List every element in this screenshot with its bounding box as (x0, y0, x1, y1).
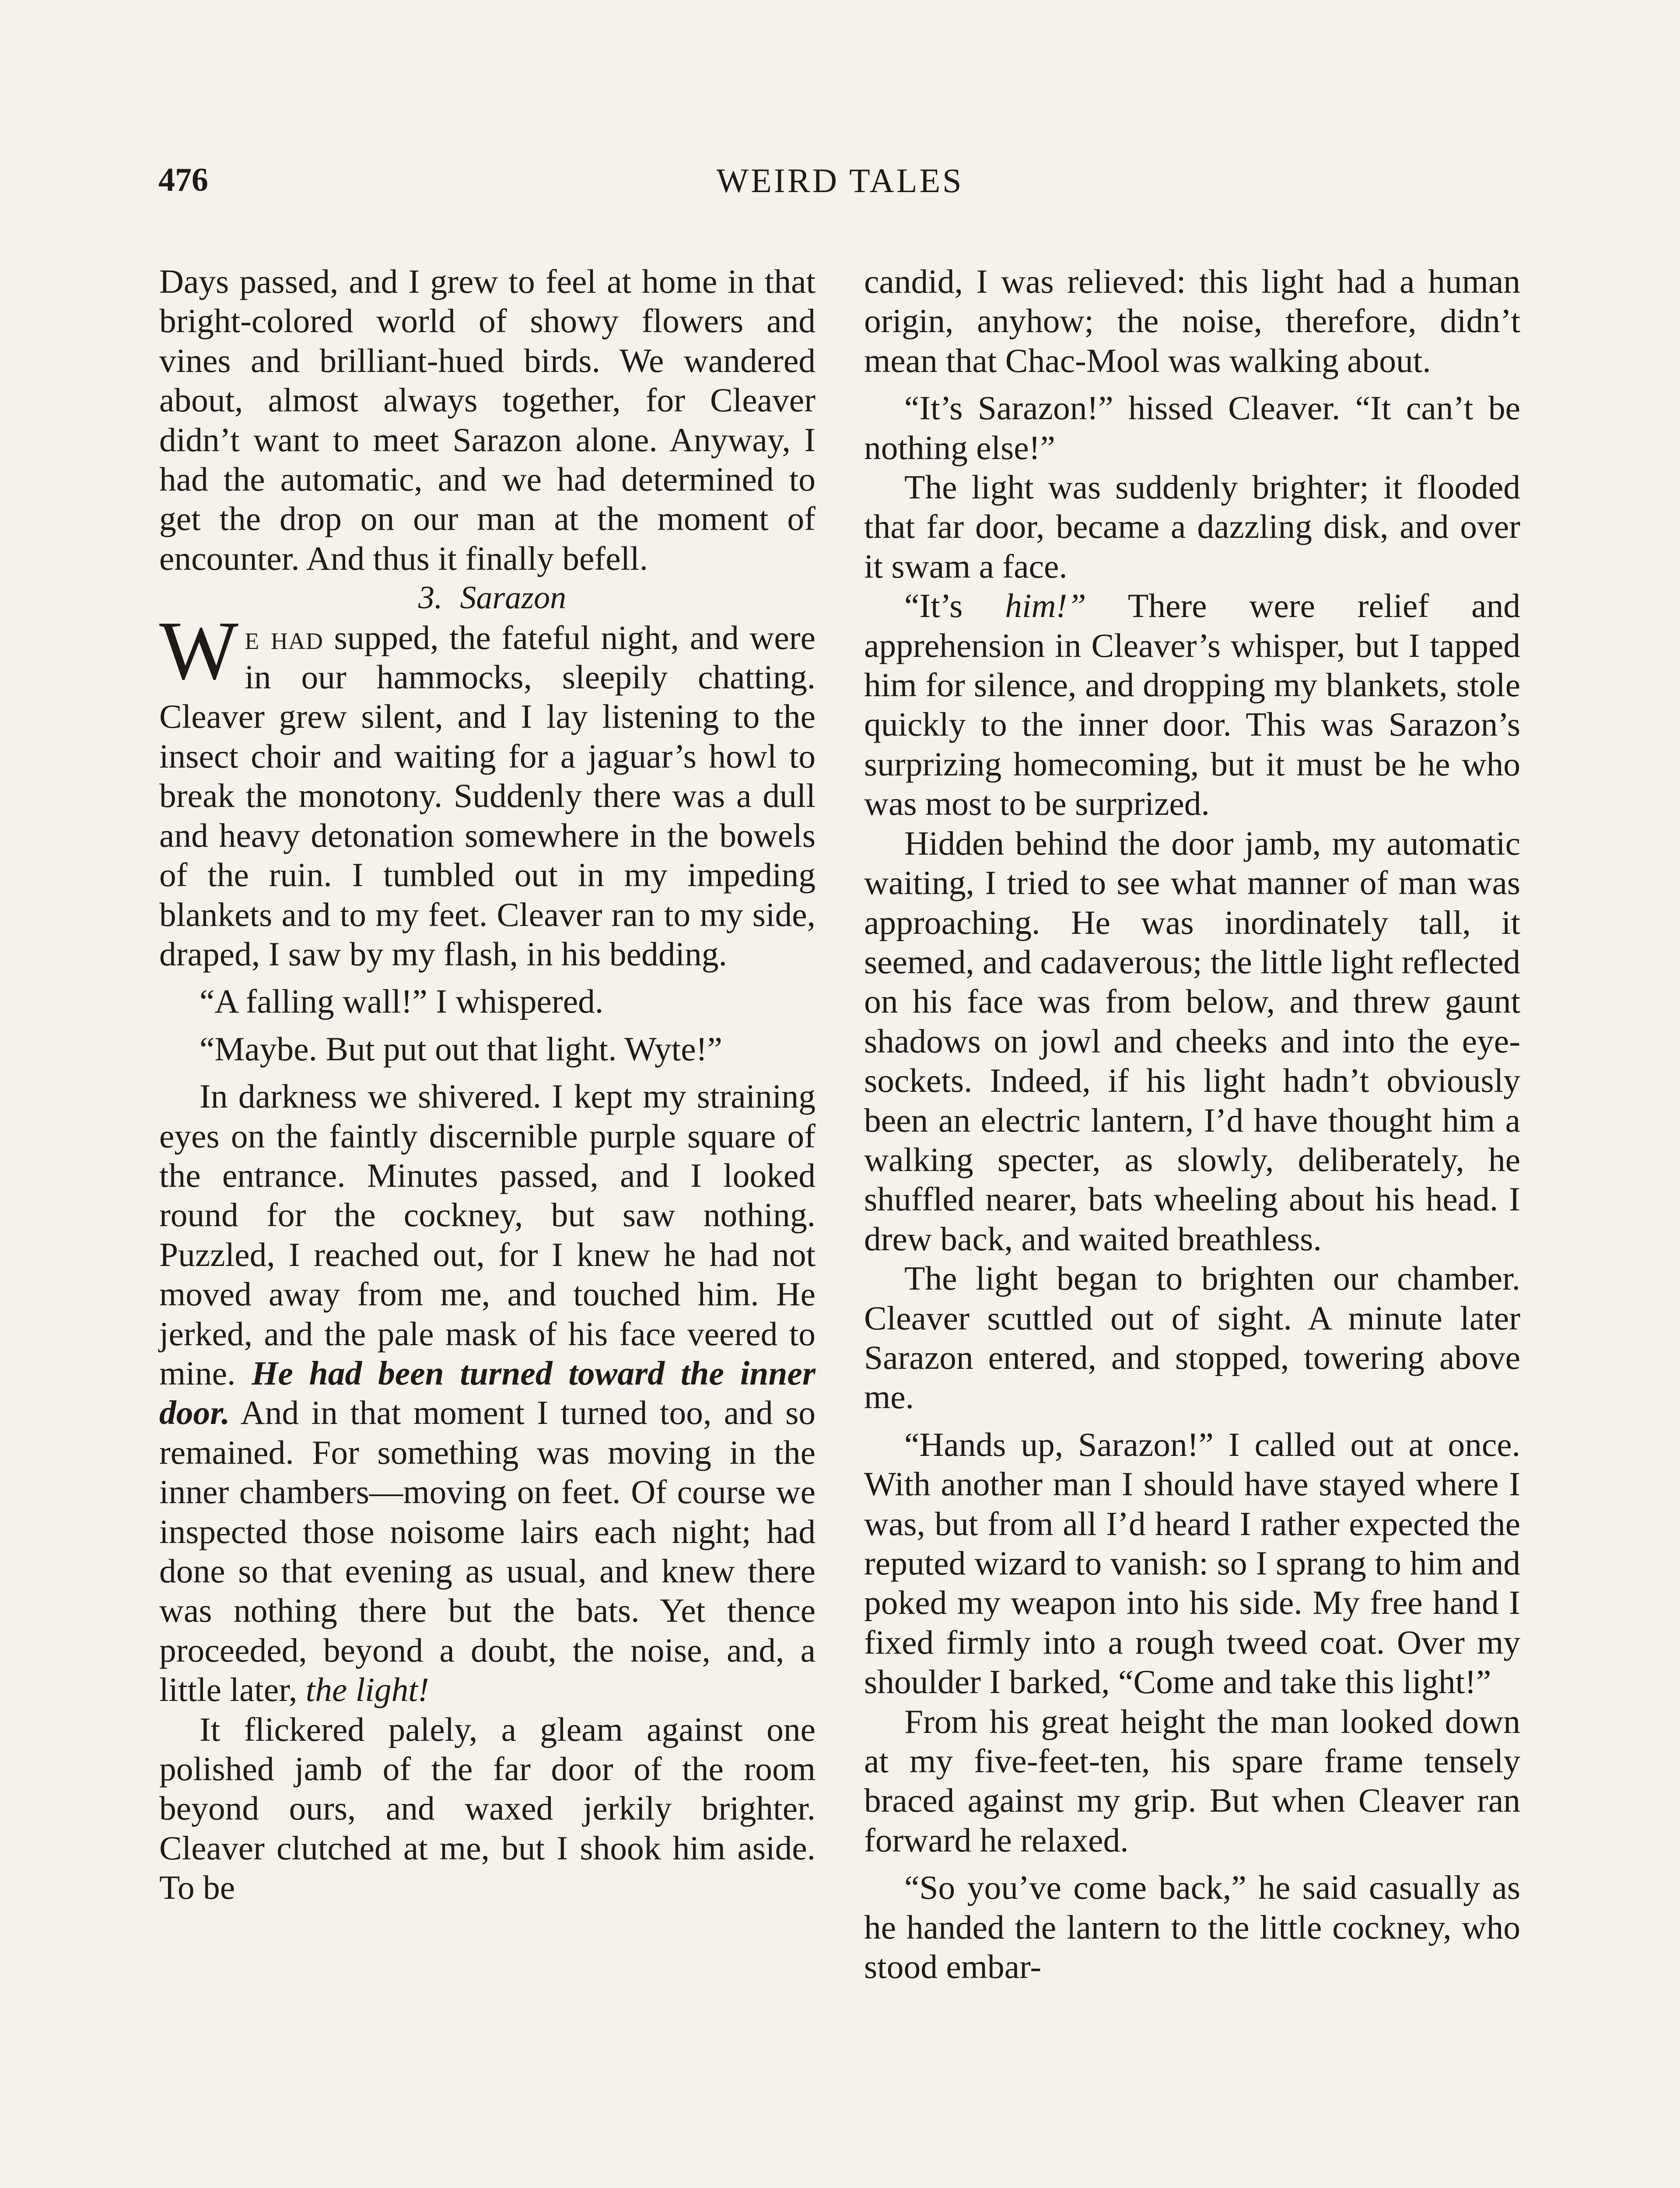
emphasis-text: He had been turned toward the inner door. (159, 1354, 816, 1432)
paragraph-text: “It’s (904, 587, 1005, 625)
paragraph-text: And in that moment I turned too, and so remained. For something was moving in the inner chambers—moving on feet. Of course we inspected those noisome lairs each night; had done so that evening as usual, and knew there was nothing there but the bats. Yet thence proceeded, beyond a doubt, the noise, and, a little later, (159, 1394, 816, 1709)
paragraph: “It’s Sarazon!” hissed Cleaver. “It can’t be nothing else!” (864, 389, 1520, 466)
section-number: 3. (418, 580, 443, 616)
paragraph: Days passed, and I grew to feel at home in that bright-colored world of showy flowers and vines and brilliant-hued birds. We wandered about, almost always together, for Cleaver didn’t want to meet Sarazon alone. Anyway, I had the automatic, and we had determined to get the drop on our man at the moment of encounter. And thus it finally befell. (159, 263, 816, 577)
running-head: WEIRD TALES (716, 161, 964, 200)
paragraph: Hidden behind the door jamb, my automatic waiting, I tried to see what manner of man was approaching. He was inordinately tall, it seemed, and cadaverous; the little light reflected on his face was from below, and threw gaunt shadows on jowl and cheeks and into the eye-sockets. Indeed, if his light hadn’t obviously been an electric lantern, I’d have thought him a walking specter, as slowly, deliberately, he shuffled nearer, bats wheeling about his head. I drew back, and waited breathless. (864, 824, 1520, 1258)
paragraph: “So you’ve come back,” he said casually as he handed the lantern to the little cockney, who stood embar- (864, 1869, 1520, 1986)
page-number: 476 (158, 161, 208, 198)
lead-in-smallcaps: e had (245, 618, 323, 656)
paragraph: “A falling wall!” I whispered. (200, 982, 604, 1020)
paragraph: candid, I was relieved: this light had a human origin, anyhow; the noise, therefore, didn’t mean that Chac-Mool was walking about. (864, 263, 1520, 379)
paragraph (864, 586, 1520, 823)
section-title: Sarazon (460, 580, 567, 616)
paragraph: “Hands up, Sarazon!” I called out at once. With another man I should have stayed where I was, but from all I’d heard I rather expected the reputed wizard to vanish: so I sprang to him and poked my weapon into his side. My free hand I fixed firmly into a rough tweed coat. Over my shoulder I barked, “Come and take this light!” (864, 1425, 1520, 1701)
paragraph: It flickered palely, a gleam against one polished jamb of the far door of the room beyond ours, and waxed jerkily brighter. Cleaver clutched at me, but I shook him aside. To be (159, 1710, 816, 1907)
opening-paragraph (159, 603, 816, 974)
paragraph-text: In darkness we shivered. I kept my straining eyes on the faintly discernible purple square of the entrance. Minutes passed, and I looked round for the cockney, but saw nothing. Puzzled, I reached out, for I knew he had not moved away from me, and touched him. He jerked, and the pale mask of his face veered to mine. (159, 1077, 816, 1392)
paragraph: “Maybe. But put out that light. Wyte!” (200, 1030, 722, 1068)
paragraph: The light was suddenly brighter; it flooded that far door, became a dazzling disk, and over it swam a face. (864, 468, 1520, 585)
paragraph-text: There were relief and apprehension in Cleaver’s whisper, but I tapped him for silence, and dropping my blankets, stole quickly to the inner door. This was Sarazon’s surprizing homecoming, but it must be he who was most to be surprized. (864, 587, 1520, 823)
right-column (864, 262, 1520, 1986)
paragraph (159, 1076, 816, 1710)
italic-text: him!” (1005, 587, 1086, 625)
paragraph: From his great height the man looked down at my five-feet-ten, his spare frame tensely braced against my grip. But when Cleaver ran forward he relaxed. (864, 1702, 1520, 1859)
paragraph-text: supped, the fateful night, and were in our hammocks, sleepily chatting. Cleaver grew silent, and I lay listening to the insect choir and waiting for a jaguar’s howl to break the monotony. Suddenly there was a dull and heavy detonation somewhere in the bowels of the ruin. I tumbled out in my impeding blankets and to my feet. Cleaver ran to my side, draped, I saw by my flash, in his bedding. (159, 618, 816, 973)
italic-text: the light! (305, 1671, 429, 1709)
section-heading (159, 578, 816, 617)
paragraph: The light began to brighten our chamber. Cleaver scuttled out of sight. A minute later Sarazon entered, and stopped, towering above me. (864, 1259, 1520, 1416)
left-column (159, 262, 816, 1907)
drop-cap: W (159, 603, 239, 697)
